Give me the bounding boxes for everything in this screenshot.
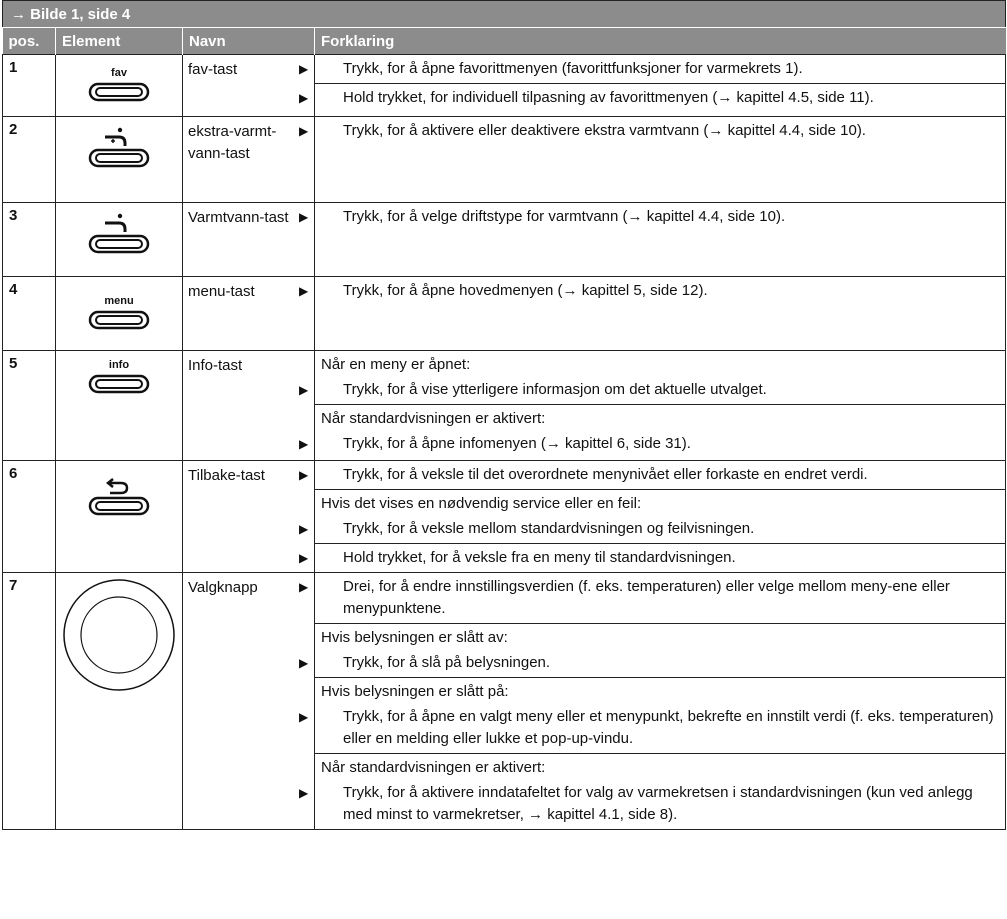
- condition-heading: Hvis det vises en nødvendig service eller en feil:: [321, 495, 642, 512]
- info-key-icon: [56, 351, 182, 395]
- extra-hot-water-key-icon: [56, 117, 182, 171]
- explanation-text: Trykk, for å åpne favorittmenyen (favorittfunksjoner for varmekrets 1).: [343, 60, 803, 77]
- bullet-arrow-icon: ▶: [299, 786, 309, 800]
- row-name: Info-tast: [183, 351, 315, 461]
- table-row: [3, 55, 1006, 117]
- selector-knob-icon: [56, 573, 182, 693]
- bullet-arrow-icon: ▶: [299, 710, 309, 724]
- bullet-arrow-icon: ▶: [299, 91, 309, 105]
- explanation-text: Trykk, for å slå på belysningen.: [343, 654, 551, 671]
- table-row: [3, 351, 1006, 461]
- bullet-arrow-icon: ▶: [299, 522, 309, 536]
- row-pos: 5: [3, 351, 56, 461]
- table-row: [3, 117, 1006, 203]
- explanation-text: Trykk, for å åpne hovedmenyen (→ kapittel 5, side 12).: [343, 282, 708, 299]
- bullet-arrow-icon: ▶: [299, 124, 309, 138]
- condition-heading: Hvis belysningen er slått på:: [321, 683, 509, 700]
- table-row: [3, 203, 1006, 277]
- key-label: menu: [104, 295, 134, 307]
- bullet-arrow-icon: ▶: [299, 383, 309, 397]
- bullet-arrow-icon: ▶: [299, 656, 309, 670]
- condition-heading: Når en meny er åpnet:: [321, 356, 471, 373]
- explanation-text: Trykk, for å veksle til det overordnete menynivået eller forkaste en endret verdi.: [343, 466, 868, 483]
- key-label: fav: [111, 67, 127, 79]
- row-name: menu-tast: [183, 277, 315, 351]
- explanation-text: Trykk, for å aktivere inndatafeltet for valg av varmekretsen i standardvisningen (kun ved anlegg med minst to varmekretser, → kapittel 4.1, side 8).: [343, 784, 973, 823]
- explanation-text: Drei, for å endre innstillingsverdien (f. eks. temperaturen) eller velge mellom meny-ene eller menypunktene.: [343, 578, 950, 617]
- figure-reference: → Bilde 1, side 4: [3, 1, 1006, 28]
- explanation-text: Trykk, for å vise ytterligere informasjon om det aktuelle utvalget.: [343, 381, 767, 398]
- menu-key-icon: [56, 277, 182, 331]
- bullet-arrow-icon: ▶: [299, 551, 309, 565]
- explanation-text: Trykk, for å åpne infomenyen (→ kapittel 6, side 31).: [343, 435, 691, 452]
- bullet-arrow-icon: ▶: [299, 437, 309, 451]
- row-pos: 4: [3, 277, 56, 351]
- row-pos: 7: [3, 573, 56, 830]
- header-name: Navn: [183, 28, 315, 55]
- bullet-arrow-icon: ▶: [299, 210, 309, 224]
- condition-heading: Når standardvisningen er aktivert:: [321, 759, 546, 776]
- header-element: Element: [56, 28, 183, 55]
- condition-heading: Når standardvisningen er aktivert:: [321, 410, 546, 427]
- key-label: info: [108, 359, 130, 371]
- explanation-text: Trykk, for å aktivere eller deaktivere ekstra varmtvann (→ kapittel 4.4, side 10).: [343, 122, 866, 139]
- explanation-text: Hold trykket, for individuell tilpasning av favorittmenyen (→ kapittel 4.5, side 11).: [343, 89, 874, 106]
- row-name: Valgknapp: [183, 573, 315, 830]
- row-pos: 3: [3, 203, 56, 277]
- back-key-icon: [56, 461, 182, 519]
- hot-water-key-icon: [56, 203, 182, 257]
- controls-table: [2, 0, 1006, 830]
- explanation-text: Hold trykket, for å veksle fra en meny til standardvisningen.: [343, 549, 736, 566]
- bullet-arrow-icon: ▶: [299, 284, 309, 298]
- fav-key-icon: [56, 55, 182, 103]
- explanation-text: Trykk, for å åpne en valgt meny eller et menypunkt, bekrefte en innstilt verdi (f. eks. temperaturen) eller en melding eller lukke et pop-up-vindu.: [343, 708, 994, 747]
- bullet-arrow-icon: ▶: [299, 468, 309, 482]
- row-pos: 2: [3, 117, 56, 203]
- row-pos: 1: [3, 55, 56, 117]
- table-row: [3, 277, 1006, 351]
- row-name: Varmtvann-tast: [183, 203, 315, 277]
- row-name: Tilbake-tast: [183, 461, 315, 573]
- condition-heading: Hvis belysningen er slått av:: [321, 629, 508, 646]
- bullet-arrow-icon: ▶: [299, 580, 309, 594]
- row-pos: 6: [3, 461, 56, 573]
- explanation-text: Trykk, for å veksle mellom standardvisningen og feilvisningen.: [343, 520, 755, 537]
- row-name: fav-tast: [183, 55, 315, 117]
- header-explanation: Forklaring: [315, 28, 1006, 55]
- explanation-text: Trykk, for å velge driftstype for varmtvann (→ kapittel 4.4, side 10).: [343, 208, 786, 225]
- bullet-arrow-icon: ▶: [299, 62, 309, 76]
- header-pos: pos.: [3, 28, 56, 55]
- table-row: [3, 573, 1006, 830]
- row-name: ekstra-varmt-vann-tast: [183, 117, 315, 203]
- table-row: [3, 461, 1006, 573]
